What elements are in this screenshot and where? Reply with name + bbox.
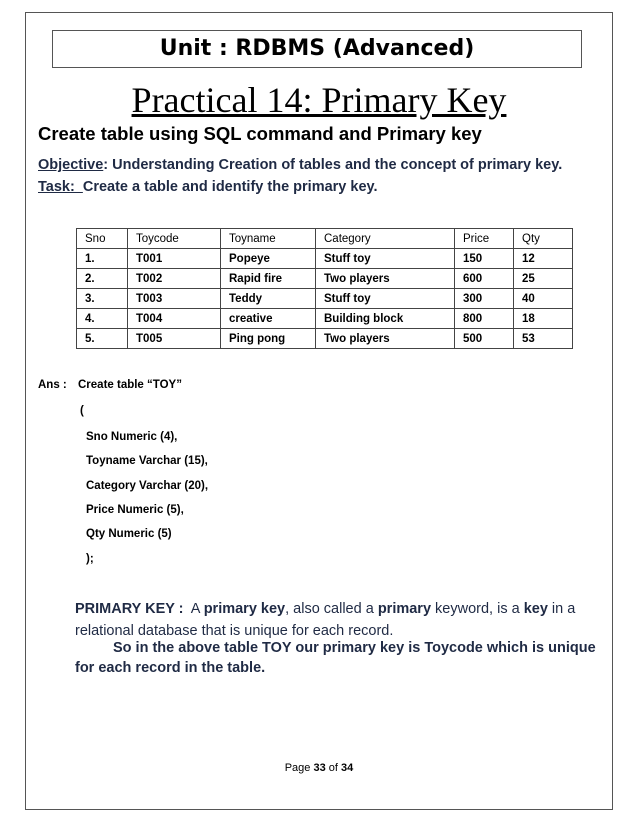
sql-line: Create table “TOY”: [78, 379, 182, 391]
table-cell: Two players: [316, 329, 455, 349]
table-row: [77, 249, 573, 269]
table-cell: 800: [455, 309, 514, 329]
table-cell: Ping pong: [221, 329, 316, 349]
table-cell: 500: [455, 329, 514, 349]
table-header: Category: [316, 229, 455, 249]
page-footer: [0, 762, 638, 774]
practical-title: Practical 14: Primary Key: [131, 80, 507, 120]
table-cell: Stuff toy: [316, 249, 455, 269]
footer-of: of: [325, 762, 342, 774]
table-cell: Two players: [316, 269, 455, 289]
table-cell: creative: [221, 309, 316, 329]
primary-key-definition: [75, 598, 595, 642]
table-cell: Building block: [316, 309, 455, 329]
page-total: 34: [341, 762, 354, 774]
table-cell: 40: [514, 289, 573, 309]
table-cell: T002: [128, 269, 221, 289]
sql-line: (: [80, 405, 84, 417]
table-row: [77, 269, 573, 289]
table-cell: 25: [514, 269, 573, 289]
sql-line: Sno Numeric (4),: [86, 431, 178, 443]
table-cell: 3.: [77, 289, 128, 309]
sql-line: Category Varchar (20),: [86, 480, 209, 492]
definition-text: in a relational database that is unique for each record.: [75, 601, 576, 639]
definition-text: keyword, is a: [431, 601, 524, 617]
sql-line: Toyname Varchar (15),: [86, 455, 208, 467]
conclusion-text: So in the above table TOY our primary key is Toycode which is unique for each record in the table.: [75, 640, 596, 676]
table-cell: 12: [514, 249, 573, 269]
table-header: Toyname: [221, 229, 316, 249]
table-cell: T005: [128, 329, 221, 349]
table-cell: 53: [514, 329, 573, 349]
table-cell: 150: [455, 249, 514, 269]
table-cell: 4.: [77, 309, 128, 329]
table-row: [77, 289, 573, 309]
footer-prefix: Page: [284, 762, 314, 774]
table-cell: Teddy: [221, 289, 316, 309]
table-row: [77, 309, 573, 329]
sql-line: Price Numeric (5),: [86, 504, 184, 516]
table-header: Sno: [77, 229, 128, 249]
task-label: Task:: [38, 179, 83, 195]
objective-text: : Understanding Creation of tables and the concept of primary key.: [103, 157, 563, 173]
table-header: Toycode: [128, 229, 221, 249]
table-header: Price: [455, 229, 514, 249]
table-cell: T003: [128, 289, 221, 309]
table-header: Qty: [514, 229, 573, 249]
definition-bold: primary key: [203, 601, 286, 617]
definition-text: , also called a: [285, 601, 378, 617]
table-cell: Stuff toy: [316, 289, 455, 309]
unit-title: Unit : RDBMS (Advanced): [52, 30, 582, 68]
table-cell: 600: [455, 269, 514, 289]
table-cell: T004: [128, 309, 221, 329]
answer-label: Ans :: [38, 379, 67, 391]
section-heading: Create table using SQL command and Primary key: [38, 123, 482, 144]
page-number: 33: [313, 762, 326, 774]
table-cell: Popeye: [221, 249, 316, 269]
task: [38, 176, 378, 198]
sql-line: Qty Numeric (5): [86, 528, 172, 540]
primary-key-conclusion: [75, 638, 605, 678]
objective: [38, 154, 562, 176]
sql-line: );: [86, 553, 94, 565]
table-cell: 2.: [77, 269, 128, 289]
table-cell: 300: [455, 289, 514, 309]
definition-text: A: [183, 601, 204, 617]
task-text: Create a table and identify the primary key.: [82, 179, 378, 195]
primary-key-label: PRIMARY KEY :: [75, 601, 184, 617]
table-header-row: [77, 229, 573, 249]
table-cell: T001: [128, 249, 221, 269]
definition-bold: key: [523, 601, 548, 617]
table-row: [77, 329, 573, 349]
definition-bold: primary: [377, 601, 432, 617]
table-cell: 18: [514, 309, 573, 329]
table-cell: Rapid fire: [221, 269, 316, 289]
table-cell: 1.: [77, 249, 128, 269]
table-cell: 5.: [77, 329, 128, 349]
objective-label: Objective: [38, 157, 104, 173]
toy-table: [76, 228, 573, 349]
